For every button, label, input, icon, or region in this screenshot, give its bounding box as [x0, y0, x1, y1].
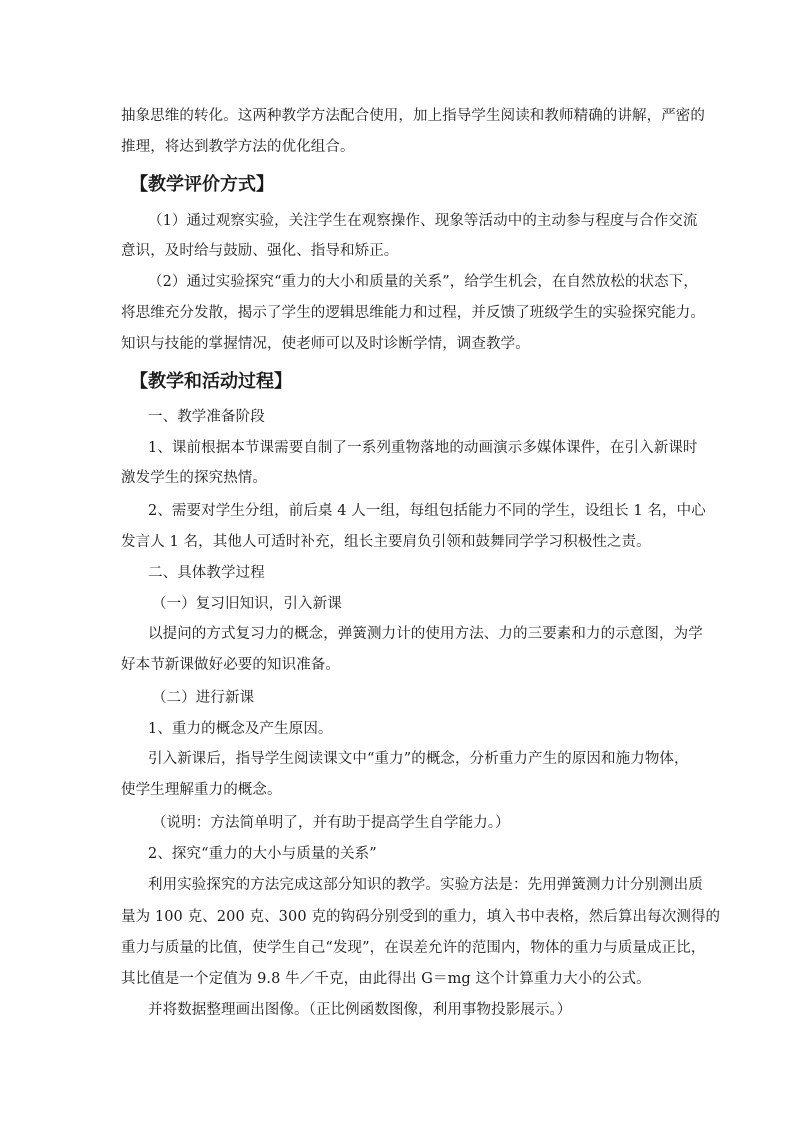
paragraph-line: 利用实验探究的方法完成这部分知识的教学。实验方法是：先用弹簧测力计分别测出质 [148, 877, 703, 893]
paragraph-line: 知识与技能的掌握情况，使老师可以及时诊断学情，调查教学。 [121, 336, 530, 352]
paragraph-line: 2、探究“重力的大小与质量的关系” [148, 846, 377, 862]
paragraph-line: 1、重力的概念及产生原因。 [148, 721, 333, 737]
paragraph-line: （二）进行新课 [152, 690, 255, 706]
paragraph-line: （一）复习旧知识，引入新课 [152, 596, 342, 612]
section-heading-evaluation: 【教学评价方式】 [130, 174, 274, 195]
paragraph-line: 量为 100 克、200 克、300 克的钩码分别受到的重力，填入书中表格，然后算出每次测得的 [121, 909, 721, 925]
paragraph-line: 以提问的方式复习力的概念，弹簧测力计的使用方法、力的三要素和力的示意图，为学 [148, 626, 703, 642]
paragraph-line: 重力与质量的比值，使学生自己“发现”，在误差允许的范围内，物体的重力与质量成正比， [121, 940, 706, 956]
paragraph-line: 好本节新课做好必要的知识准备。 [121, 657, 340, 673]
paragraph-line: （说明：方法简单明了，并有助于提高学生自学能力。） [152, 815, 510, 831]
paragraph-line: 激发学生的探究热情。 [121, 470, 267, 486]
paragraph-line: 意识，及时给与鼓励、强化、指导和矫正。 [121, 243, 399, 259]
paragraph-line: 一、教学准备阶段 [148, 409, 265, 425]
paragraph-line: 二、具体教学过程 [148, 565, 265, 581]
paragraph-line: 推理，将达到教学方法的优化组合。 [121, 139, 355, 155]
section-heading-process: 【教学和活动过程】 [130, 371, 292, 392]
paragraph-line: 将思维充分发散，揭示了学生的逻辑思维能力和过程，并反馈了班级学生的实验探究能力。 [121, 305, 705, 321]
paragraph-line: 抽象思维的转化。这两种教学方法配合使用，加上指导学生阅读和教师精确的讲解，严密的 [121, 108, 705, 124]
paragraph-line: 使学生理解重力的概念。 [121, 782, 282, 798]
paragraph-line: 并将数据整理画出图像。（正比例函数图像，利用事物投影展示。） [148, 1002, 572, 1018]
paragraph-line: 1、课前根据本节课需要自制了一系列重物落地的动画演示多媒体课件，在引入新课时 [148, 440, 698, 456]
paragraph-line: 其比值是一个定值为 9.8 牛／千克，由此得出 G＝mg 这个计算重力大小的公式。 [121, 971, 651, 987]
paragraph-line: 2、需要对学生分组，前后桌 4 人一组，每组包括能力不同的学生，设组长 1 名，中心 [148, 503, 706, 519]
paragraph-line: 发言人 1 名，其他人可适时补充，组长主要肩负引领和鼓舞同学学习积极性之责。 [121, 534, 651, 550]
paragraph-line: （1）通过观察实验，关注学生在观察操作、现象等活动中的主动参与程度与合作交流 [148, 213, 698, 229]
paragraph-line: （2）通过实验探究“重力的大小和质量的关系”，给学生机会，在自然放松的状态下， [148, 274, 698, 290]
paragraph-line: 引入新课后，指导学生阅读课文中“重力”的概念，分析重力产生的原因和施力物体， [148, 751, 689, 767]
